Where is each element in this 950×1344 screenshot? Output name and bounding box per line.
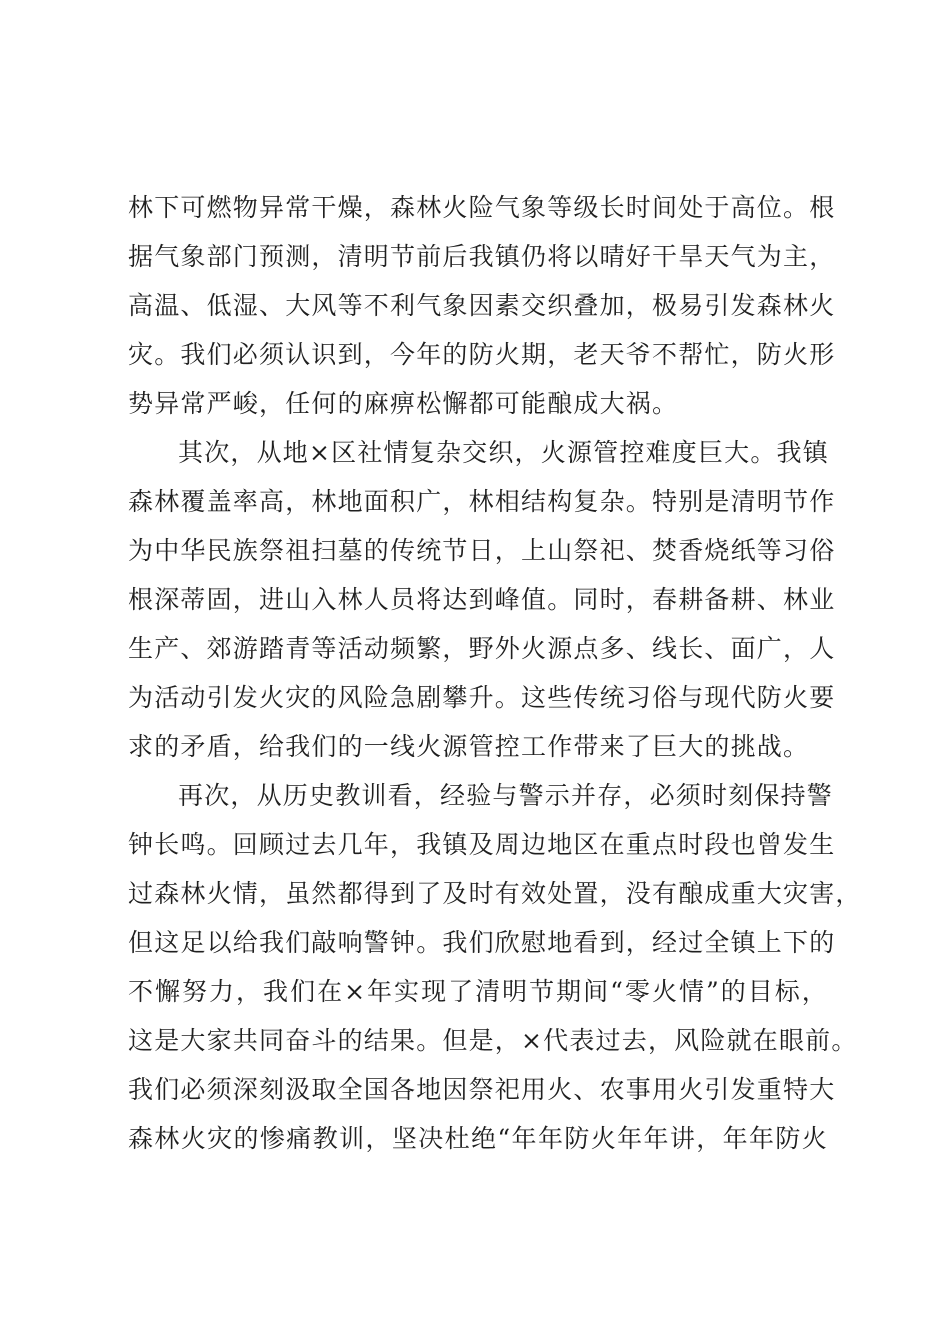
paragraph-start-line: 其次，从地×区社情复杂交织，火源管控难度巨大。我镇 [178,438,829,467]
text-line: 势异常严峻，任何的麻痹松懈都可能酿成大祸。 [128,389,679,418]
text-line: 林下可燃物异常干燥，森林火险气象等级长时间处于高位。根 [128,193,836,222]
text-line: 根深蒂固，进山入林人员将达到峰值。同时，春耕备耕、林业 [128,585,836,614]
text-line: 但这足以给我们敲响警钟。我们欣慰地看到，经过全镇上下的 [128,928,836,957]
text-line: 求的矛盾，给我们的一线火源管控工作带来了巨大的挑战。 [128,732,810,761]
text-line: 钟长鸣。回顾过去几年，我镇及周边地区在重点时段也曾发生 [128,830,836,859]
text-line: 据气象部门预测，清明节前后我镇仍将以晴好干旱天气为主， [128,242,836,271]
text-line: 森林火灾的惨痛教训，坚决杜绝“年年防火年年讲，年年防火 [128,1124,828,1153]
text-line: 高温、低湿、大风等不利气象因素交织叠加，极易引发森林火 [128,291,836,320]
text-line: 生产、郊游踏青等活动频繁，野外火源点多、线长、面广，人 [128,634,836,663]
text-line: 我们必须深刻汲取全国各地因祭祀用火、农事用火引发重特大 [128,1075,836,1104]
text-line: 为中华民族祭祖扫墓的传统节日，上山祭祀、焚香烧纸等习俗 [128,536,836,565]
document-body [128,183,862,1163]
paragraph-start-line: 再次，从历史教训看，经验与警示并存，必须时刻保持警 [178,781,834,810]
text-line: 灾。我们必须认识到，今年的防火期，老天爷不帮忙，防火形 [128,340,836,369]
text-line: 过森林火情，虽然都得到了及时有效处置，没有酿成重大灾害， [128,879,862,908]
text-line: 森林覆盖率高，林地面积广，林相结构复杂。特别是清明节作 [128,487,836,516]
text-line: 这是大家共同奋斗的结果。但是，×代表过去，风险就在眼前。 [128,1026,858,1055]
text-line: 为活动引发火灾的风险急剧攀升。这些传统习俗与现代防火要 [128,683,836,712]
text-line: 不懈努力，我们在×年实现了清明节期间“零火情”的目标， [128,977,828,1006]
